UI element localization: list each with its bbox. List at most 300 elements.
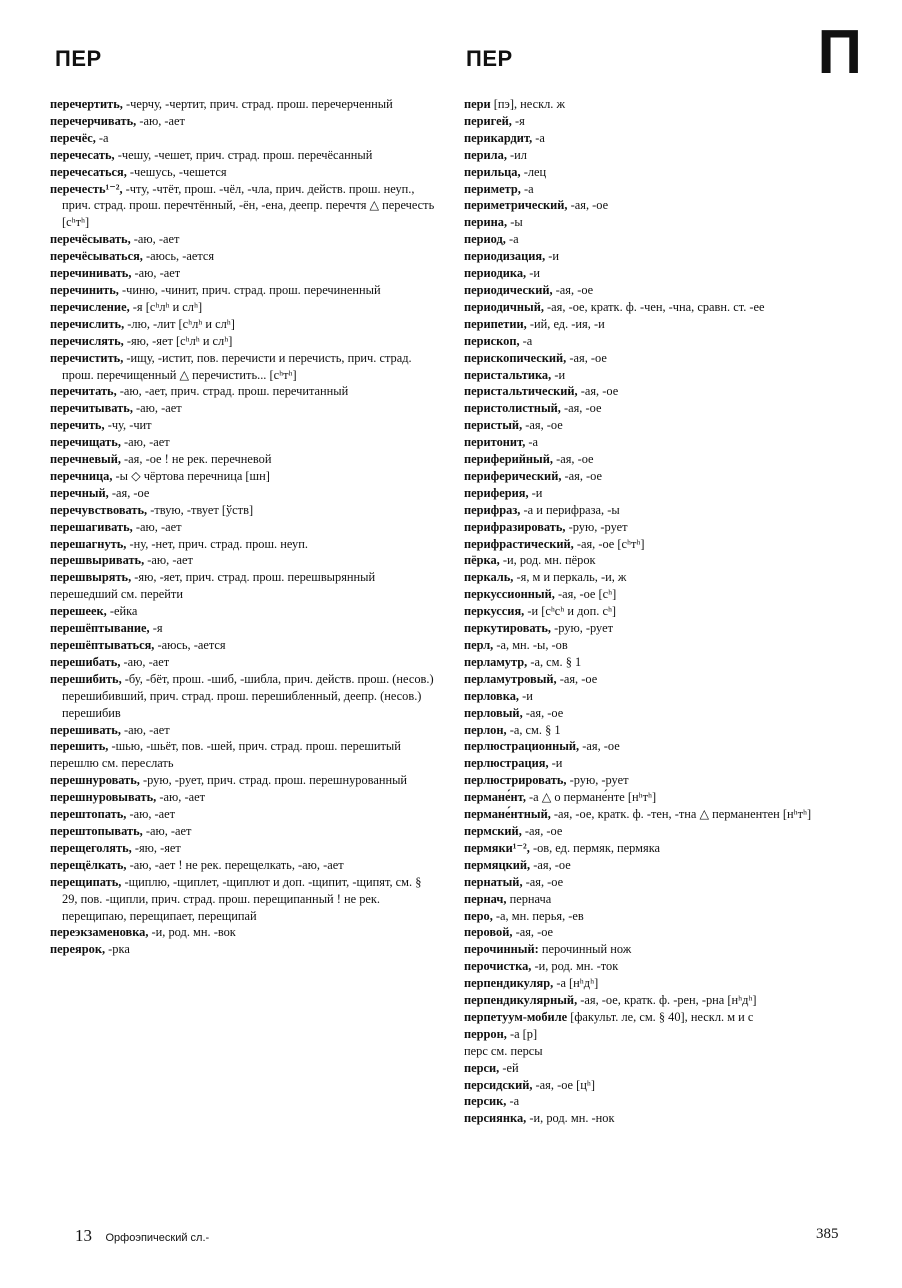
entry-body: -и — [519, 688, 533, 703]
running-head-left: ПЕР — [55, 46, 102, 71]
entry-body: -ая, -ое ! не рек. перечневой — [120, 452, 272, 467]
entry-body: -ов, ед. пермяк, пермяка — [529, 840, 661, 855]
entry-headword: перешнуровать, — [50, 773, 140, 788]
dictionary-entry — [50, 857, 438, 874]
entry-headword: перешить, — [50, 739, 109, 754]
entry-body: -и — [528, 485, 543, 500]
dictionary-entry — [50, 823, 438, 840]
entry-body: -ая, -ое — [552, 452, 594, 467]
entry-body: -а, см. § 1 — [527, 654, 582, 669]
entry-body: -ая, -ое, кратк. ф. -чен, -чна, сравн. ст. -ее — [543, 299, 765, 314]
entry-body: -ая, -ое [сʰ] — [554, 587, 617, 602]
entry-body: -ая, -ое — [577, 384, 619, 399]
entry-body: -черчу, -чертит, прич. страд. прош. перечерченный — [122, 97, 393, 111]
entry-body: -аю, -ает — [131, 266, 181, 281]
dictionary-entry — [50, 637, 438, 654]
entry-body: -аю, -ает ! не рек. перещелкать, -аю, -ает — [126, 857, 344, 872]
entry-headword: перламутр, — [464, 654, 528, 669]
entry-body: -я — [511, 113, 525, 128]
dictionary-entry — [464, 620, 852, 637]
dictionary-entry — [50, 569, 438, 586]
dictionary-entry — [50, 417, 438, 434]
entry-body: -и, род. мн. -ток — [531, 959, 619, 974]
dictionary-entry — [464, 231, 852, 248]
entry-body: -ая, -ое — [530, 857, 571, 872]
entry-headword: перистый, — [464, 418, 523, 433]
entry-headword: перечёс, — [50, 130, 96, 145]
entry-headword: периодизация, — [464, 249, 546, 264]
entry-headword: пермане́нтный, — [464, 807, 551, 822]
dictionary-entry — [464, 738, 852, 755]
entry-body: -и — [526, 266, 541, 281]
entry-body: -а, мн. -ы, -ов — [493, 638, 568, 652]
entry-headword: перещеголять, — [50, 840, 132, 855]
entry-headword: перешибить, — [50, 671, 122, 686]
entry-body: -чешусь, -чешется — [126, 164, 227, 179]
entry-body: -а и перифраза, -ы — [520, 502, 620, 517]
dictionary-entry — [464, 113, 852, 130]
dictionary-entry — [464, 451, 852, 468]
entry-headword: персик, — [464, 1094, 507, 1109]
entry-body: -я [сʰлʰ и слʰ] — [129, 299, 203, 314]
dictionary-entry — [50, 552, 438, 569]
entry-body: -рую, -рует — [565, 519, 628, 534]
entry-body: -чешу, -чешет, прич. страд. прош. перечёсанный — [114, 147, 373, 162]
dictionary-entry — [464, 688, 852, 705]
entry-body: -и — [551, 367, 566, 382]
entry-headword: перильца, — [464, 164, 521, 179]
entry-headword: перкуссионный, — [464, 587, 555, 602]
dictionary-entry — [464, 434, 852, 451]
entry-body: -чу, -чит — [104, 418, 152, 433]
entry-body: -а [нʰдʰ] — [553, 976, 599, 991]
running-head-right: ПЕР — [466, 46, 513, 71]
dictionary-entry — [464, 164, 852, 181]
entry-body: перешлю см. переслать — [50, 756, 174, 771]
entry-body: -я, м и перкаль, -и, ж — [513, 570, 627, 585]
entry-headword: перифраз, — [464, 502, 521, 517]
entry-headword: перечесаться, — [50, 164, 127, 179]
entry-body: -ая, -ое, кратк. ф. -рен, -рна [нʰдʰ] — [577, 993, 757, 1008]
dictionary-entry — [464, 705, 852, 722]
dictionary-entry — [50, 164, 438, 181]
entry-headword: перлюстрировать, — [464, 773, 567, 788]
dictionary-entry — [464, 806, 852, 823]
entry-headword: периодичный, — [464, 299, 544, 314]
dictionary-entry — [50, 299, 438, 316]
section-letter: П — [817, 18, 862, 87]
dictionary-entry — [464, 1026, 852, 1043]
entry-headword: перешивать, — [50, 722, 121, 737]
dictionary-entry — [50, 383, 438, 400]
dictionary-entry — [464, 519, 852, 536]
entry-headword: перпендикуляр, — [464, 976, 554, 991]
dictionary-entry — [50, 671, 438, 722]
entry-body: пернача — [506, 891, 552, 906]
entry-body: -и, род. мн. пёрок — [499, 553, 596, 568]
dictionary-entry — [464, 789, 852, 806]
entry-headword: перистальтика, — [464, 367, 552, 382]
dictionary-entry — [50, 722, 438, 739]
dictionary-entry — [464, 147, 852, 164]
entry-body: -чиню, -чинит, прич. страд. прош. перечиненный — [118, 282, 381, 297]
entry-headword: перечесать, — [50, 147, 115, 162]
dictionary-entry — [464, 1093, 852, 1110]
entry-body: -я — [149, 621, 163, 636]
entry-body: -а — [505, 232, 519, 247]
entry-headword: перламутровый, — [464, 671, 557, 686]
entry-body: -ая, -ое — [108, 485, 150, 500]
dictionary-entry — [50, 536, 438, 553]
dictionary-entry — [464, 299, 852, 316]
entry-body: -ая, -ое [сʰтʰ] — [573, 536, 645, 551]
entry-headword: перешибать, — [50, 654, 121, 669]
entry-headword: перпетуум-мобиле — [464, 1009, 568, 1024]
dictionary-entry — [50, 316, 438, 333]
dictionary-entry — [464, 958, 852, 975]
entry-headword: перечёсываться, — [50, 249, 143, 264]
entry-body: -аюсь, -ается — [154, 638, 226, 652]
dictionary-entry — [464, 975, 852, 992]
entry-headword: перечинить, — [50, 282, 119, 297]
entry-body: -ая, -ое [цʰ] — [532, 1077, 596, 1092]
entry-body: -а, мн. перья, -ев — [492, 908, 584, 923]
dictionary-entry — [464, 637, 852, 654]
entry-body: -яю, -яет — [131, 840, 181, 855]
entry-body: -и — [548, 756, 563, 771]
dictionary-entry — [464, 755, 852, 772]
entry-body: -ну, -нет, прич. страд. прош. неуп. — [126, 536, 308, 551]
entry-headword: пермяцкий, — [464, 857, 531, 872]
entry-headword: перочистка, — [464, 959, 532, 974]
entry-body: -щиплю, -щиплет, -щиплют и доп. -щипит, -щипят, см. § 29, пов. -щипли, прич. страд. прош. перещипанный ! не рек. перещипаю, перещипает, перещипай — [62, 874, 422, 923]
entry-headword: перлюстрация, — [464, 756, 549, 771]
entry-headword: перпендикулярный, — [464, 993, 578, 1008]
entry-body: -ая, -ое — [567, 198, 609, 213]
entry-headword: пери — [464, 97, 491, 111]
entry-body: -ая, -ое — [560, 401, 602, 416]
dictionary-entry — [50, 350, 438, 384]
dictionary-entry — [464, 316, 852, 333]
dictionary-entry — [464, 1060, 852, 1077]
entry-headword: периферия, — [464, 485, 529, 500]
entry-body: -аюсь, -ается — [142, 249, 215, 264]
entry-body: -твую, -твует [ўств] — [147, 502, 254, 517]
entry-headword: перещипать, — [50, 874, 122, 889]
dictionary-entry — [464, 468, 852, 485]
entry-headword: перешёптывание, — [50, 621, 150, 636]
entry-headword: перкутировать, — [464, 621, 551, 636]
entry-body: -аю, -ает — [156, 790, 205, 805]
entry-body: -и [сʰсʰ и доп. сʰ] — [524, 604, 617, 619]
left-column — [50, 96, 438, 958]
entry-headword: перо, — [464, 908, 493, 923]
entry-headword: пермяки¹⁻², — [464, 840, 530, 855]
entry-headword: периметр, — [464, 181, 521, 196]
dictionary-entry — [50, 96, 438, 113]
dictionary-entry — [50, 941, 438, 958]
dictionary-entry — [464, 891, 852, 908]
entry-headword: перлон, — [464, 722, 507, 737]
entry-body: -рую, -рует, прич. страд. прош. перешнурованный — [139, 773, 408, 788]
entry-headword: перештопать, — [50, 807, 127, 822]
dictionary-entry — [50, 586, 438, 603]
entry-headword: перкаль, — [464, 570, 514, 585]
dictionary-entry — [464, 197, 852, 214]
dictionary-entry — [50, 772, 438, 789]
entry-headword: переярок, — [50, 942, 106, 957]
entry-headword: периодика, — [464, 266, 527, 281]
entry-headword: пермане́нт, — [464, 790, 526, 805]
dictionary-entry — [464, 569, 852, 586]
dictionary-entry — [50, 181, 438, 232]
dictionary-entry — [464, 552, 852, 569]
dictionary-entry — [464, 772, 852, 789]
entry-body: [пэ], нескл. ж — [490, 97, 566, 111]
dictionary-entry — [50, 451, 438, 468]
dictionary-entry — [50, 282, 438, 299]
dictionary-entry — [464, 908, 852, 925]
entry-body: -аю, -ает — [136, 113, 185, 128]
entry-headword: перешеек, — [50, 604, 107, 619]
entry-headword: перечистить, — [50, 350, 124, 365]
dictionary-entry — [464, 333, 852, 350]
entry-body: -ы — [507, 215, 523, 230]
right-column — [464, 96, 852, 1127]
entry-body: -яю, -яет [сʰлʰ и слʰ] — [123, 333, 233, 348]
entry-headword: перечный, — [50, 485, 109, 500]
entry-headword: перечесть¹⁻², — [50, 181, 123, 196]
entry-body: -шью, -шьёт, пов. -шей, прич. страд. прош. перешитый — [108, 739, 401, 754]
dictionary-entry — [50, 265, 438, 282]
entry-body: -а — [520, 181, 534, 196]
dictionary-entry — [464, 400, 852, 417]
entry-body: -лец — [520, 164, 547, 179]
dictionary-entry — [464, 1043, 852, 1060]
entry-headword: перловка, — [464, 688, 519, 703]
entry-body: -ейка — [106, 604, 138, 619]
entry-headword: перещёлкать, — [50, 857, 127, 872]
dictionary-entry — [50, 519, 438, 536]
entry-body: -и, род. мн. -вок — [148, 925, 236, 940]
dictionary-entry — [50, 924, 438, 941]
dictionary-entry — [50, 147, 438, 164]
entry-headword: перифразировать, — [464, 519, 566, 534]
entry-body: -а — [519, 333, 533, 348]
entry-body: -ая, -ое — [512, 925, 554, 940]
entry-headword: перечневый, — [50, 452, 121, 467]
entry-headword: перешвырять, — [50, 570, 132, 585]
entry-body: -и — [545, 249, 560, 264]
entry-headword: периферийный, — [464, 452, 553, 467]
entry-body: -ы ◇ чёртова перечница [шн] — [112, 468, 270, 483]
dictionary-entry — [50, 806, 438, 823]
entry-headword: перитонит, — [464, 435, 526, 450]
dictionary-entry — [464, 671, 852, 688]
entry-headword: перечищать, — [50, 435, 121, 450]
entry-headword: перистальтический, — [464, 384, 578, 399]
dictionary-entry — [464, 502, 852, 519]
dictionary-entry — [50, 502, 438, 519]
dictionary-entry — [50, 434, 438, 451]
dictionary-entry — [464, 181, 852, 198]
entry-body: -рка — [105, 942, 130, 957]
dictionary-entry — [464, 1110, 852, 1127]
dictionary-entry — [50, 485, 438, 502]
entry-body: -ая, -ое — [522, 705, 564, 720]
entry-body: -ая, -ое — [556, 671, 598, 686]
entry-body: -а [р] — [506, 1026, 538, 1041]
entry-headword: персидский, — [464, 1077, 533, 1092]
dictionary-entry — [464, 130, 852, 147]
entry-headword: перештопывать, — [50, 823, 143, 838]
dictionary-entry — [464, 383, 852, 400]
dictionary-entry — [464, 924, 852, 941]
entry-body: -аю, -ает — [120, 654, 170, 669]
dictionary-entry — [50, 400, 438, 417]
dictionary-entry — [464, 874, 852, 891]
entry-body: -лю, -лит [сʰлʰ и слʰ] — [124, 316, 235, 331]
entry-body: -а — [525, 435, 539, 450]
entry-headword: перочинный: — [464, 942, 539, 957]
entry-headword: перечитать, — [50, 384, 117, 399]
page-number: 385 — [816, 1226, 839, 1242]
entry-headword: перечислить, — [50, 316, 125, 331]
entry-headword: перипетии, — [464, 316, 527, 331]
entry-body: -аю, -ает — [142, 823, 192, 838]
dictionary-entry — [50, 248, 438, 265]
dictionary-entry — [464, 1077, 852, 1094]
entry-body: перс см. персы — [464, 1043, 543, 1058]
dictionary-entry — [464, 840, 852, 857]
entry-body: -аю, -ает — [130, 232, 180, 247]
entry-headword: переэкзаменовка, — [50, 925, 149, 940]
dictionary-entry — [50, 468, 438, 485]
entry-headword: перечувствовать, — [50, 502, 148, 517]
entry-body: -ая, -ое, кратк. ф. -тен, -тна △ перманентен [нʰтʰ] — [550, 807, 812, 822]
entry-body: -аю, -ает — [120, 722, 170, 737]
entry-body: -рую, -рует — [551, 621, 614, 636]
dictionary-entry — [464, 941, 852, 958]
entry-headword: перила, — [464, 147, 507, 162]
dictionary-entry — [50, 874, 438, 925]
dictionary-entry — [464, 823, 852, 840]
entry-headword: перина, — [464, 215, 508, 230]
entry-headword: период, — [464, 232, 506, 247]
entry-headword: перешнуровывать, — [50, 790, 157, 805]
dictionary-entry — [464, 992, 852, 1009]
entry-headword: пернатый, — [464, 874, 523, 889]
dictionary-entry — [50, 789, 438, 806]
entry-headword: перешагнуть, — [50, 536, 127, 551]
entry-body: -ая, -ое — [552, 282, 594, 297]
entry-headword: перечинивать, — [50, 266, 132, 281]
dictionary-entry — [50, 603, 438, 620]
entry-headword: периферический, — [464, 468, 562, 483]
entry-headword: перечерчивать, — [50, 113, 137, 128]
entry-body: -ей — [499, 1060, 519, 1075]
footer-signature — [75, 1226, 209, 1246]
entry-headword: перовой, — [464, 925, 513, 940]
entry-body: -а — [95, 130, 109, 145]
dictionary-entry — [464, 367, 852, 384]
entry-headword: перечитывать, — [50, 401, 133, 416]
entry-headword: пернач, — [464, 891, 507, 906]
entry-body: [факульт. ле, см. § 40], нескл. м и с — [567, 1009, 754, 1024]
entry-body: перочинный нож — [538, 942, 632, 957]
dictionary-entry — [464, 1009, 852, 1026]
entry-headword: персиянка, — [464, 1111, 527, 1126]
entry-headword: перечертить, — [50, 97, 123, 111]
entry-body: -и, род. мн. -нок — [526, 1111, 615, 1126]
entry-headword: перечисление, — [50, 299, 130, 314]
entry-body: -ая, -ое — [522, 418, 563, 433]
entry-headword: периметрический, — [464, 198, 568, 213]
entry-body: -а △ о пермане́нте [нʰтʰ] — [525, 790, 657, 805]
dictionary-entry — [464, 603, 852, 620]
dictionary-entry — [464, 248, 852, 265]
entry-headword: перрон, — [464, 1026, 507, 1041]
entry-headword: перикардит, — [464, 130, 533, 145]
dictionary-entry — [50, 840, 438, 857]
entry-headword: перешвыривать, — [50, 553, 145, 568]
entry-headword: перкуссия, — [464, 604, 525, 619]
entry-body: -а, см. § 1 — [506, 722, 561, 737]
entry-body: -ая, -ое — [521, 823, 563, 838]
entry-body: -аю, -ает, прич. страд. прош. перечитанный — [116, 384, 349, 399]
dictionary-entry — [464, 536, 852, 553]
entry-body: -аю, -ает — [144, 553, 193, 568]
entry-body: -аю, -ает — [132, 401, 182, 416]
dictionary-entry — [50, 130, 438, 147]
entry-body: -бу, -бёт, прош. -шиб, -шибла, прич. действ. прош. (несов.) перешибивший, прич. страд. прош. перешибленный, деепр. (несов.) перешибив — [62, 671, 434, 720]
entry-body: -аю, -ает — [126, 807, 176, 822]
signature-label: Орфоэпический сл.- — [105, 1232, 210, 1244]
entry-headword: перечить, — [50, 418, 105, 433]
entry-body: -рую, -рует — [566, 773, 629, 788]
dictionary-entry — [50, 738, 438, 755]
dictionary-entry — [464, 586, 852, 603]
entry-headword: перловый, — [464, 705, 523, 720]
dictionary-entry — [464, 96, 852, 113]
entry-body: -а — [532, 130, 545, 145]
dictionary-entry — [464, 350, 852, 367]
entry-body: -ая, -ое — [566, 350, 607, 365]
entry-headword: перлюстрационный, — [464, 739, 580, 754]
entry-headword: перигей, — [464, 113, 512, 128]
dictionary-entry — [50, 620, 438, 637]
dictionary-entry — [50, 333, 438, 350]
dictionary-entry — [464, 485, 852, 502]
entry-headword: перси, — [464, 1060, 500, 1075]
dictionary-entry — [50, 755, 438, 772]
dictionary-entry — [464, 214, 852, 231]
entry-body: -аю, -ает — [120, 435, 170, 450]
entry-headword: перистолистный, — [464, 401, 561, 416]
entry-headword: перешагивать, — [50, 519, 133, 534]
entry-headword: перечница, — [50, 468, 113, 483]
dictionary-entry — [464, 417, 852, 434]
entry-headword: перечёсывать, — [50, 232, 131, 247]
signature-number: 13 — [75, 1226, 92, 1245]
dictionary-entry — [50, 231, 438, 248]
dictionary-entry — [464, 654, 852, 671]
entry-body: -ий, ед. -ия, -и — [526, 316, 605, 331]
entry-headword: периодический, — [464, 282, 553, 297]
entry-body: -ищу, -истит, пов. перечисти и перечисть, прич. страд. прош. перечищенный △ перечистить... [сʰтʰ] — [62, 350, 412, 382]
entry-body: -ая, -ое — [522, 874, 564, 889]
entry-body: -а — [506, 1094, 520, 1109]
